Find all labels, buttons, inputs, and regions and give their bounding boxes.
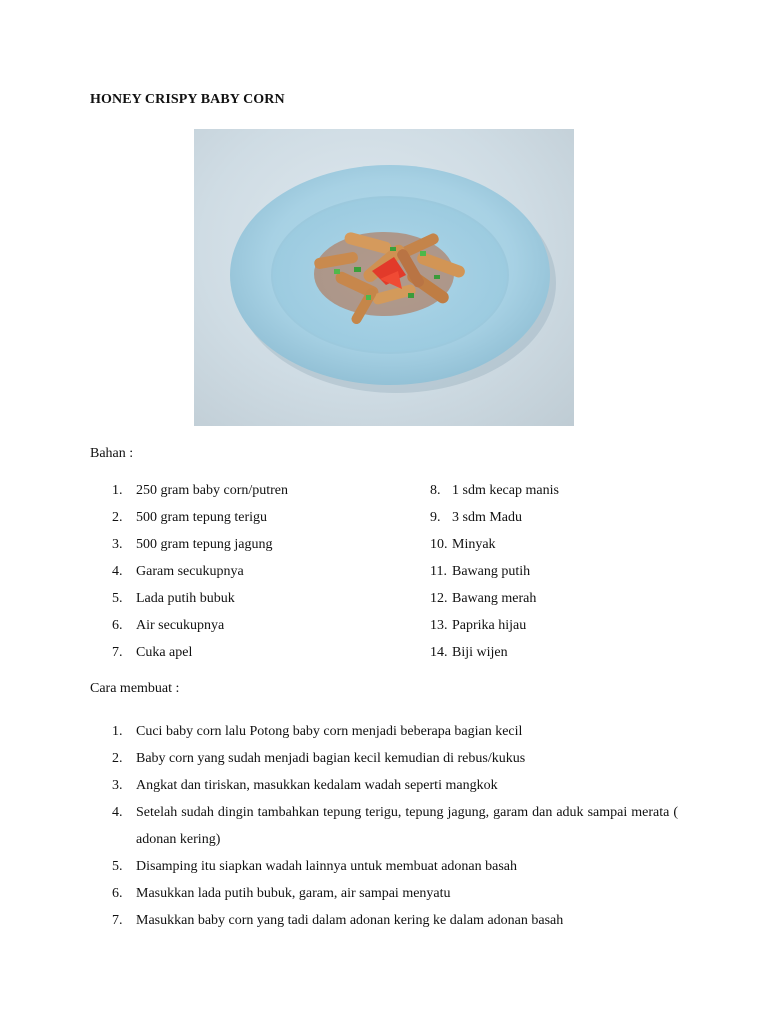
list-number: 13. (430, 618, 448, 633)
method-step (112, 907, 678, 934)
cara-heading: Cara membuat : (90, 681, 180, 696)
plate-illustration (194, 129, 574, 426)
ingredient-item (430, 509, 559, 536)
step-number: 4. (112, 805, 123, 820)
recipe-title: HONEY CRISPY BABY CORN (90, 92, 285, 107)
list-text: Paprika hijau (452, 618, 527, 633)
ingredient-item (112, 482, 288, 509)
ingredient-item (430, 617, 559, 644)
step-text: Masukkan baby corn yang tadi dalam adonan kering ke dalam adonan basah (136, 913, 564, 928)
list-number: 4. (112, 564, 123, 579)
list-text: 500 gram tepung terigu (136, 510, 268, 525)
list-text: Bawang merah (452, 591, 537, 606)
list-number: 11. (430, 564, 447, 579)
ingredient-list-right (430, 482, 559, 671)
step-number: 2. (112, 751, 123, 766)
step-text: Baby corn yang sudah menjadi bagian kecil kemudian di rebus/kukus (136, 751, 526, 766)
method-step (112, 880, 678, 907)
list-number: 8. (430, 483, 441, 498)
step-number: 7. (112, 913, 123, 928)
ingredient-item (430, 590, 559, 617)
list-text: 1 sdm kecap manis (452, 483, 559, 498)
list-number: 2. (112, 510, 123, 525)
dish-photo (194, 129, 574, 426)
list-number: 1. (112, 483, 123, 498)
list-text: Garam secukupnya (136, 564, 244, 579)
step-text: Disamping itu siapkan wadah lainnya untuk membuat adonan basah (136, 859, 518, 874)
ingredient-item (112, 536, 288, 563)
ingredient-item (112, 509, 288, 536)
ingredient-list-left (112, 482, 288, 671)
list-text: Cuka apel (136, 645, 193, 660)
ingredient-item (430, 536, 559, 563)
list-text: Bawang putih (452, 564, 531, 579)
method-step (112, 799, 678, 853)
ingredient-item (112, 617, 288, 644)
method-step (112, 772, 678, 799)
list-number: 12. (430, 591, 448, 606)
list-text: Air secukupnya (136, 618, 225, 633)
ingredient-item (112, 644, 288, 671)
list-number: 5. (112, 591, 123, 606)
step-number: 6. (112, 886, 123, 901)
list-text: 500 gram tepung jagung (136, 537, 273, 552)
step-number: 1. (112, 724, 123, 739)
ingredient-item (430, 644, 559, 671)
list-text: Lada putih bubuk (136, 591, 235, 606)
ingredient-item (430, 482, 559, 509)
step-text: Setelah sudah dingin tambahkan tepung terigu, tepung jagung, garam dan aduk sampai merata ( adonan kering) (136, 805, 678, 847)
list-number: 7. (112, 645, 123, 660)
list-text: 3 sdm Madu (452, 510, 522, 525)
step-number: 5. (112, 859, 123, 874)
list-number: 14. (430, 645, 448, 660)
step-text: Angkat dan tiriskan, masukkan kedalam wadah seperti mangkok (136, 778, 498, 793)
method-step (112, 853, 678, 880)
ingredient-item (430, 563, 559, 590)
method-steps (112, 718, 678, 934)
ingredient-item (112, 590, 288, 617)
method-step (112, 718, 678, 745)
list-text: Minyak (452, 537, 496, 552)
list-text: 250 gram baby corn/putren (136, 483, 289, 498)
bahan-heading: Bahan : (90, 446, 134, 461)
method-step (112, 745, 678, 772)
step-text: Masukkan lada putih bubuk, garam, air sampai menyatu (136, 886, 451, 901)
step-text: Cuci baby corn lalu Potong baby corn menjadi beberapa bagian kecil (136, 724, 523, 739)
list-number: 10. (430, 537, 448, 552)
list-number: 6. (112, 618, 123, 633)
list-text: Biji wijen (452, 645, 508, 660)
list-number: 9. (430, 510, 441, 525)
step-number: 3. (112, 778, 123, 793)
list-number: 3. (112, 537, 123, 552)
ingredient-item (112, 563, 288, 590)
